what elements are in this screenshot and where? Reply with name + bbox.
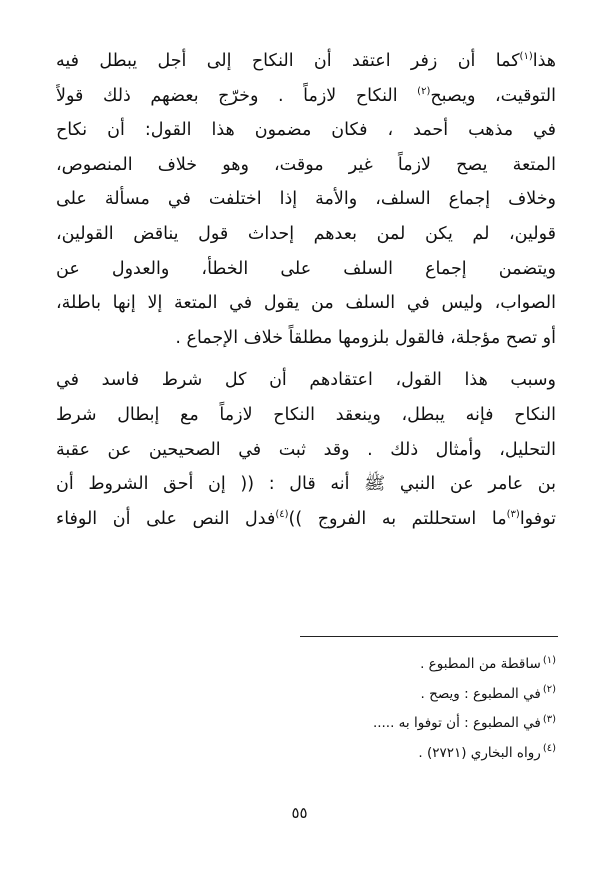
- footnote-1: $^{(١)}$ساقطة من المطبوع .: [420, 654, 556, 672]
- footnote-ref-4: (٤): [275, 508, 289, 520]
- footnote-3: $^{(٣)}$في المطبوع : أن توفوا به .....: [372, 713, 556, 731]
- paragraph-gap: [56, 355, 556, 363]
- text-line-3: في مذهب أحمد ، فكان مضمون هذا القول: أن نكاح: [56, 120, 556, 141]
- footnote-ref-3: (٣): [506, 508, 520, 520]
- page-number: ٥٥: [291, 804, 308, 822]
- text-line-10: وسبب هذا القول، اعتقادهم أن كل شرط فاسد في: [56, 370, 556, 391]
- text-line-5: وخلاف إجماع السلف، والأمة إذا اختلفت في مسألة على: [56, 189, 556, 210]
- footnote-4: $^{(٤)}$رواه البخاري (٢٧٢١) .: [418, 743, 556, 761]
- footnote-divider: [300, 636, 558, 637]
- footnote-ref-1: (١): [519, 51, 533, 63]
- main-text: [56, 44, 556, 536]
- text-line-8: الصواب، وليس في السلف من يقول في المتعة إلا إنها باطلة،: [56, 293, 556, 314]
- footnote-ref-2: (٢): [417, 85, 431, 97]
- text-line-13: بن عامر عن النبي ﷺ أنه قال : (( إن أحق الشروط أن: [56, 474, 556, 495]
- footnotes: [150, 650, 556, 768]
- text-line-11: النكاح فإنه يبطل، وينعقد النكاح لازماً مع إبطال شرط: [56, 404, 556, 425]
- text-line-12: التحليل، وأمثال ذلك . وقد ثبت في الصحيحين عن عقبة: [56, 439, 556, 460]
- text-line-2: التوقيت، ويصبح$^{(٢)}$ النكاح لازماً . وخرّج بعضهم ذلك قولاً: [56, 85, 556, 106]
- text-line-7: ويتضمن إجماع السلف على الخطأ، والعدول عن: [56, 258, 556, 279]
- text-line-9: أو تصح مؤجلة، فالقول بلزومها مطلقاً خلاف الإجماع .: [175, 327, 556, 348]
- text-line-6: قولين، لم يكن لمن بعدهم إحداث قول يناقض القولين،: [56, 223, 556, 244]
- text-line-14: توفوا$^{(٣)}$ما استحللتم به الفروج ))$^{(٤)}$فدل النص على أن الوفاء: [56, 508, 556, 529]
- footnote-2: $^{(٢)}$في المطبوع : ويصح .: [420, 684, 556, 702]
- text-line-1: هذا$^{(١)}$كما أن زفر اعتقد أن النكاح إلى أجل يبطل فيه: [56, 51, 556, 71]
- text-line-4: المتعة يصح لازماً غير موقت، وهو خلاف المنصوص،: [56, 154, 556, 175]
